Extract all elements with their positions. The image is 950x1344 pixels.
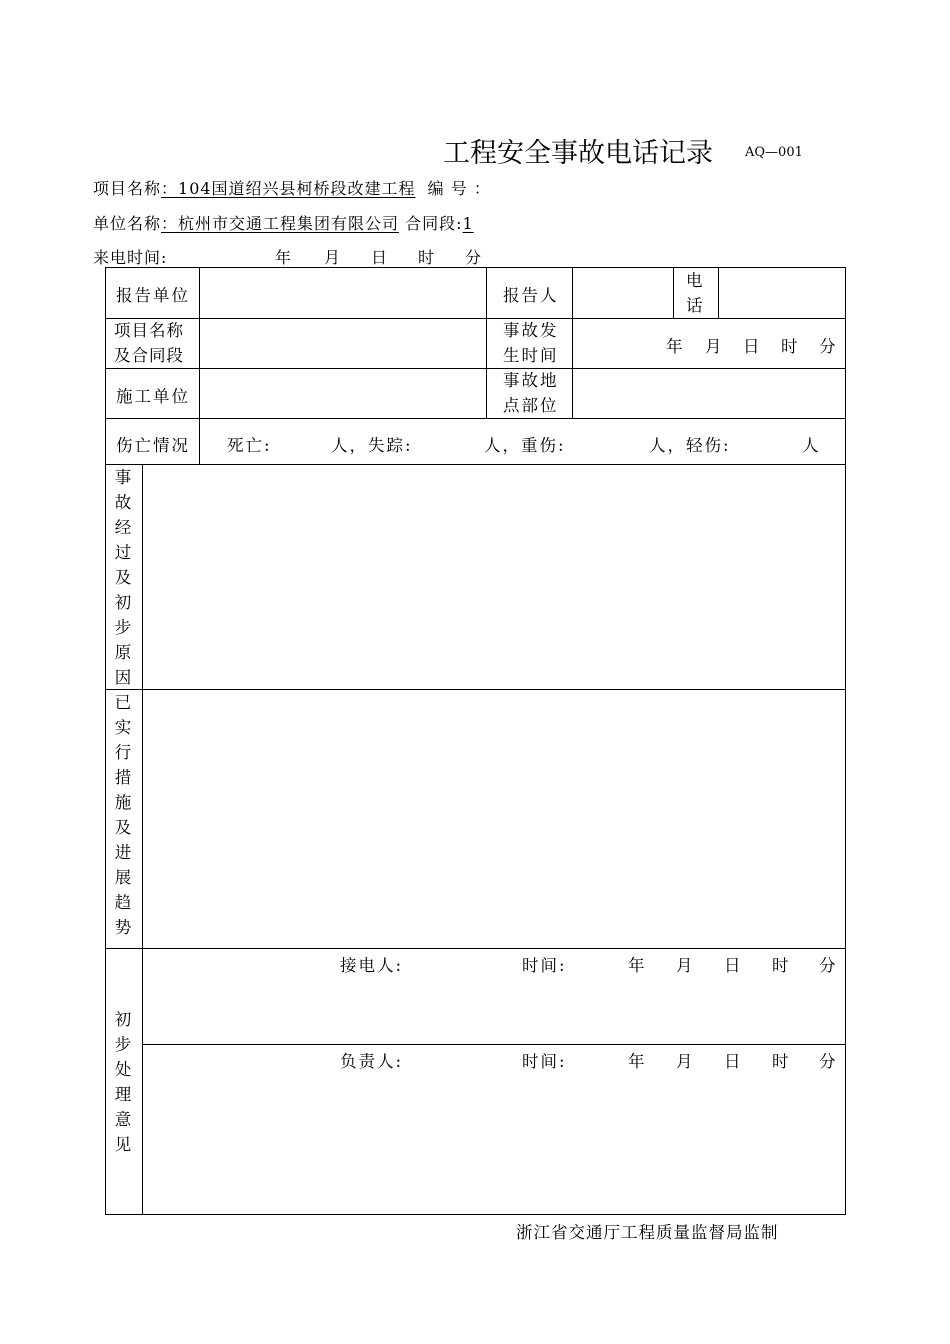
accident-day: 日 xyxy=(743,337,762,356)
accident-process-field[interactable] xyxy=(143,465,845,689)
form-code: AQ—001 xyxy=(745,145,803,160)
responsible-month: 月 xyxy=(676,1052,695,1071)
accident-time-label xyxy=(503,318,559,368)
call-month: 月 xyxy=(324,248,342,267)
project-name-line1: 项目名称 xyxy=(114,321,184,340)
vertical-label-char: 初 xyxy=(114,1010,132,1029)
phone-label-line1: 电 xyxy=(686,271,705,290)
vertical-label-char: 事 xyxy=(114,468,132,487)
project-name-line2: 及合同段 xyxy=(114,346,184,365)
measures-field[interactable] xyxy=(143,690,845,948)
vertical-label-char: 已 xyxy=(114,693,132,712)
vertical-label-char: 进 xyxy=(114,843,132,862)
vertical-label-char: 理 xyxy=(114,1085,132,1104)
measures-label xyxy=(105,690,141,940)
receiver-time-label: 时间: xyxy=(522,956,567,975)
vertical-label-char: 趋 xyxy=(114,893,132,912)
accident-place-line2: 点部位 xyxy=(503,396,559,415)
responsible-minute: 分 xyxy=(819,1052,838,1071)
handling-label xyxy=(105,1007,141,1157)
accident-minute: 分 xyxy=(819,337,838,356)
accident-month: 月 xyxy=(705,337,724,356)
receiver-month: 月 xyxy=(676,956,695,975)
vertical-label-char: 施 xyxy=(114,793,132,812)
dead-label: 死亡: xyxy=(227,436,272,455)
receiver-field[interactable] xyxy=(143,980,845,1043)
report-unit-field[interactable] xyxy=(200,268,486,318)
project-line xyxy=(93,176,491,199)
accident-place-field[interactable] xyxy=(573,369,845,418)
project-name-field[interactable] xyxy=(200,319,486,368)
reporter-label: 报告人 xyxy=(503,286,559,305)
casualties-label: 伤亡情况 xyxy=(116,436,190,455)
vertical-label-char: 见 xyxy=(114,1135,132,1154)
vertical-label-char: 步 xyxy=(114,618,132,637)
accident-hour: 时 xyxy=(781,337,800,356)
vertical-label-char: 过 xyxy=(114,543,132,562)
call-hour: 时 xyxy=(418,248,436,267)
call-time-label: 来电时间: xyxy=(93,248,168,267)
receiver-label: 接电人: xyxy=(340,956,404,975)
unit-line xyxy=(93,211,474,234)
contract-label: 合同段: xyxy=(405,214,463,233)
accident-year: 年 xyxy=(666,337,685,356)
unit-value: ：杭州市交通工程集团有限公司 xyxy=(161,214,400,233)
number-label: 编 号 ： xyxy=(427,179,491,198)
phone-label xyxy=(686,268,705,318)
vertical-label-char: 处 xyxy=(114,1060,132,1079)
accident-place-label xyxy=(503,368,559,418)
accident-time-line2: 生时间 xyxy=(503,346,559,365)
vertical-label-char: 势 xyxy=(114,918,132,937)
responsible-day: 日 xyxy=(724,1052,743,1071)
vertical-label-char: 步 xyxy=(114,1035,132,1054)
vertical-label-char: 及 xyxy=(114,818,132,837)
responsible-hour: 时 xyxy=(772,1052,791,1071)
receiver-minute: 分 xyxy=(819,956,838,975)
serious-label: 人，重伤: xyxy=(484,436,566,455)
project-name-label xyxy=(114,318,184,368)
vertical-label-char: 意 xyxy=(114,1110,132,1129)
vertical-label-char: 因 xyxy=(114,668,132,687)
construction-unit-field[interactable] xyxy=(200,369,486,418)
accident-time-line1: 事故发 xyxy=(503,321,559,340)
vertical-label-char: 经 xyxy=(114,518,132,537)
responsible-year: 年 xyxy=(628,1052,647,1071)
receiver-hour: 时 xyxy=(772,956,791,975)
project-label: 项目名称 xyxy=(93,179,162,198)
responsible-label: 负责人: xyxy=(340,1052,404,1071)
construction-unit-label: 施工单位 xyxy=(116,387,190,406)
reporter-field[interactable] xyxy=(573,268,673,318)
supervisor-note: 浙江省交通厅工程质量监督局监制 xyxy=(516,1223,779,1242)
contract-value: 1 xyxy=(462,214,474,233)
vertical-label-char: 故 xyxy=(114,493,132,512)
unit-label: 单位名称 xyxy=(93,214,162,233)
minor-label: 人，轻伤: xyxy=(649,436,731,455)
report-unit-label: 报告单位 xyxy=(116,286,190,305)
vertical-label-char: 原 xyxy=(114,643,132,662)
call-day: 日 xyxy=(371,248,389,267)
vertical-label-char: 行 xyxy=(114,743,132,762)
vertical-label-char: 措 xyxy=(114,768,132,787)
phone-field[interactable] xyxy=(719,268,845,318)
call-minute: 分 xyxy=(465,248,483,267)
project-value: ：104国道绍兴县柯桥段改建工程 xyxy=(161,179,416,198)
missing-label: 人，失踪: xyxy=(331,436,413,455)
responsible-time-label: 时间: xyxy=(522,1052,567,1071)
receiver-year: 年 xyxy=(628,956,647,975)
vertical-label-char: 展 xyxy=(114,868,132,887)
call-year: 年 xyxy=(275,248,293,267)
accident-process-label xyxy=(105,465,141,690)
vertical-label-char: 及 xyxy=(114,568,132,587)
phone-label-line2: 话 xyxy=(686,296,705,315)
receiver-day: 日 xyxy=(724,956,743,975)
minor-unit: 人 xyxy=(802,436,821,455)
vertical-label-char: 实 xyxy=(114,718,132,737)
responsible-field[interactable] xyxy=(143,1076,845,1214)
page-title: 工程安全事故电话记录 xyxy=(443,138,713,169)
vertical-label-char: 初 xyxy=(114,593,132,612)
accident-place-line1: 事故地 xyxy=(503,371,559,390)
